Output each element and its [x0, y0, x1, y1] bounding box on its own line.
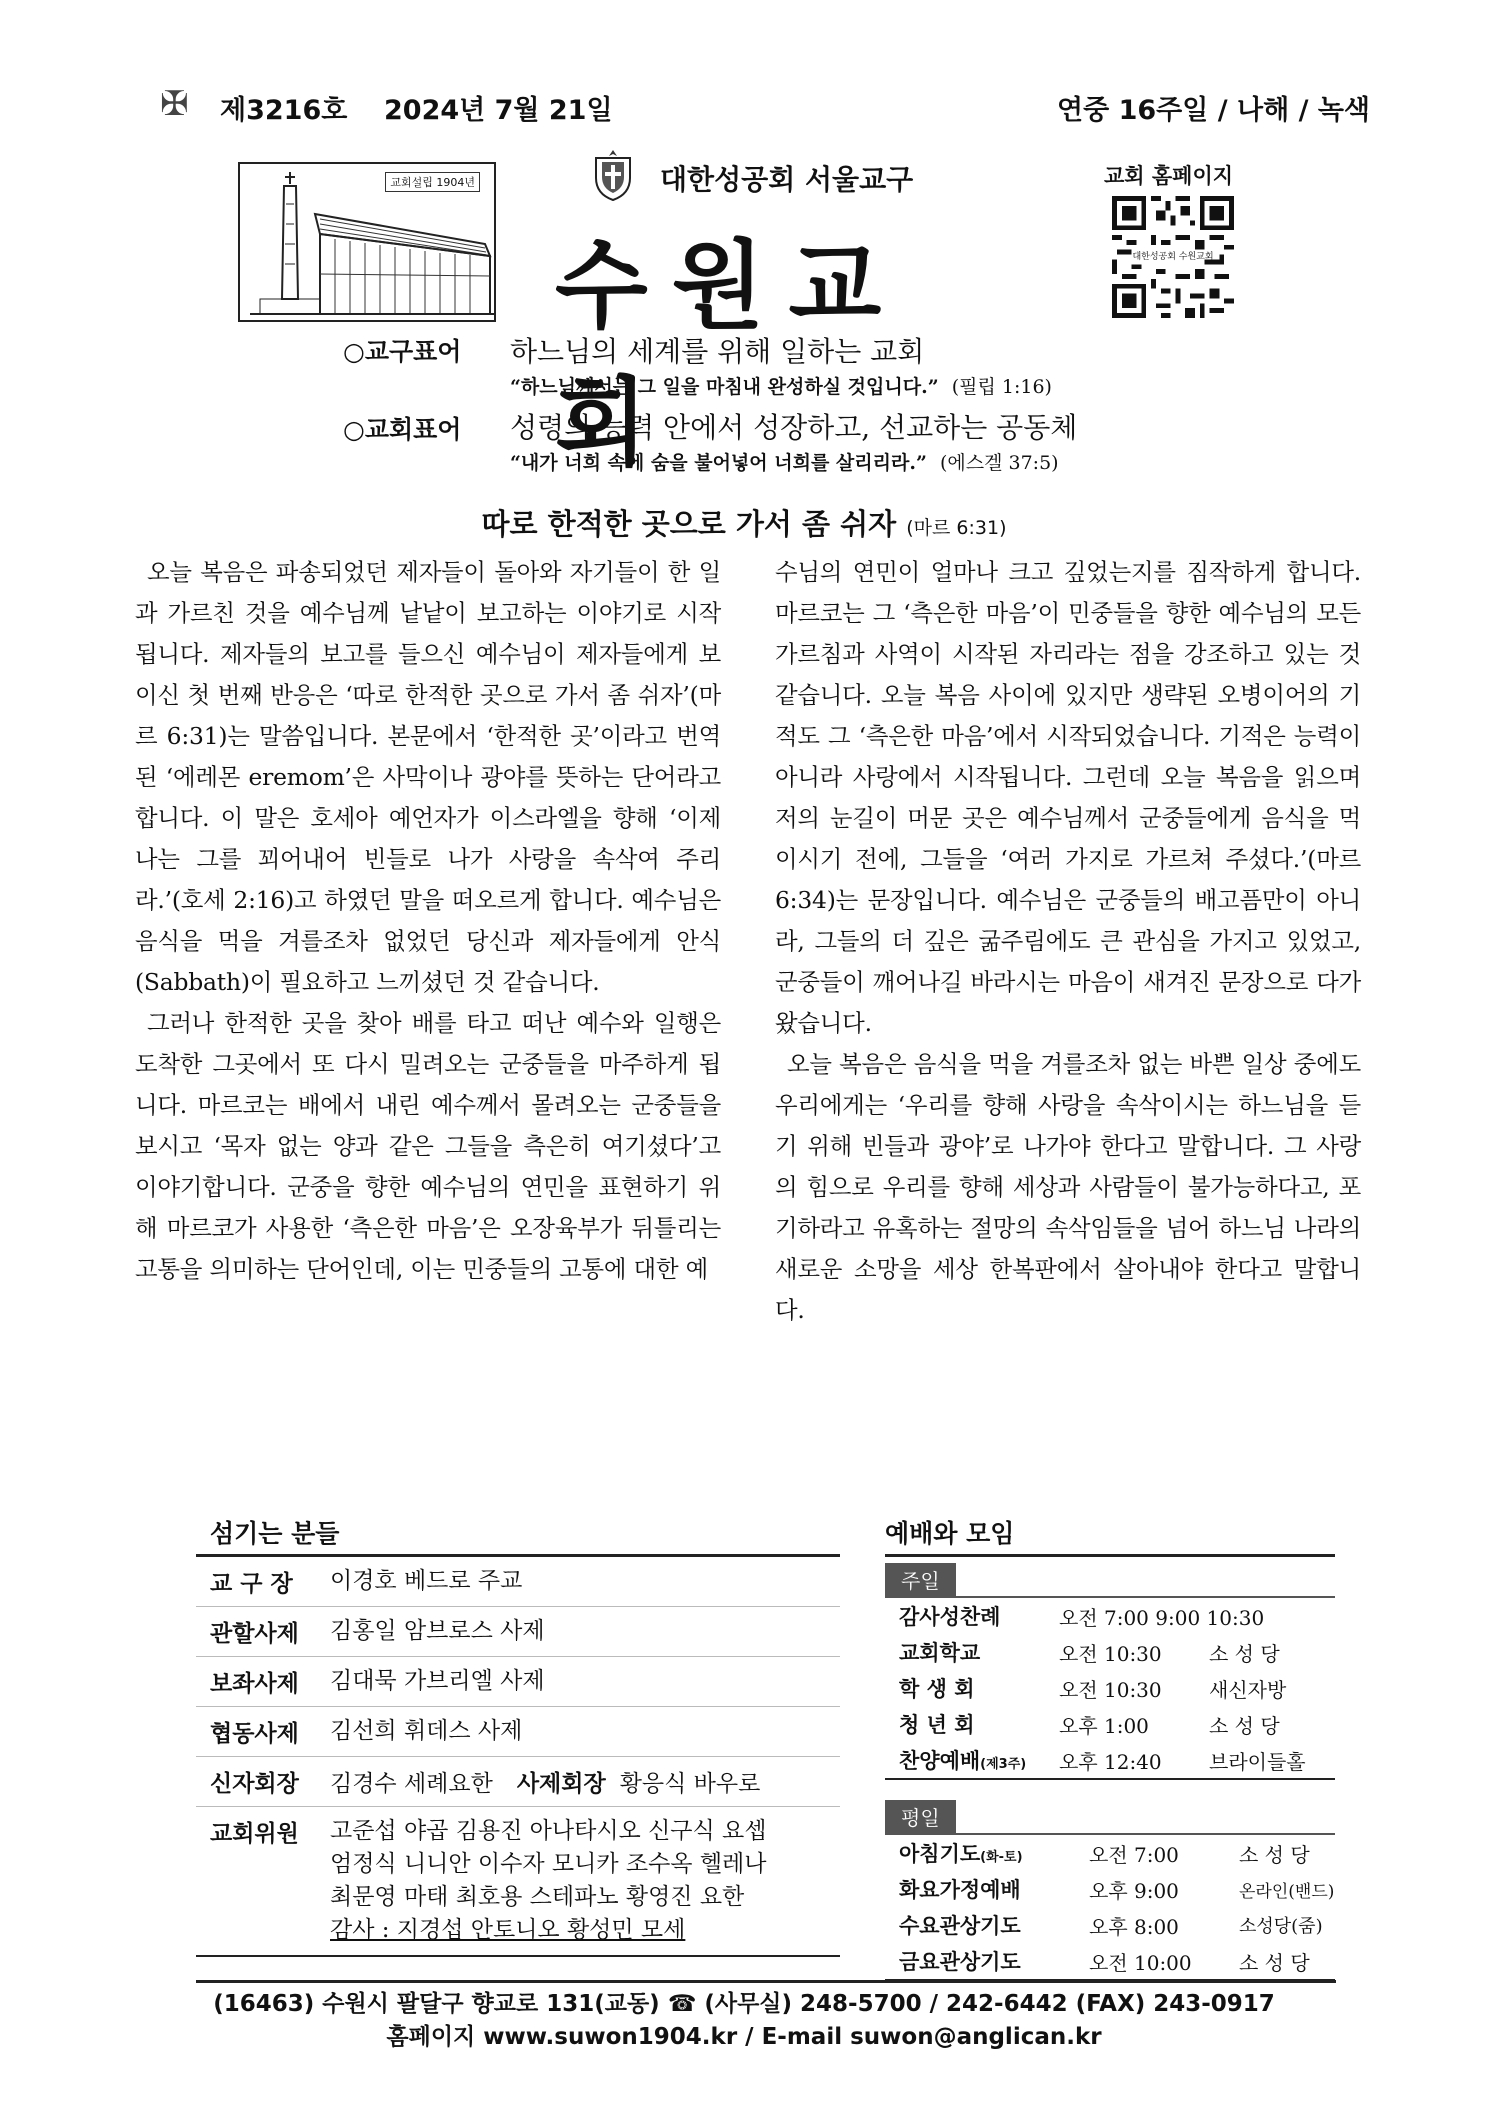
servant-row: 관할사제 김홍일 암브로스 사제: [196, 1607, 840, 1657]
church-motto-text: 성령의 능력 안에서 성장하고, 선교하는 공동체: [510, 411, 1078, 444]
footer-contact[interactable]: 홈페이지 www.suwon1904.kr / E-mail suwon@anglican.kr: [386, 2024, 1102, 2050]
audit-line: 감사 : 지경섭 안토니오 황성민 모세: [330, 1917, 686, 1943]
church-illustration: [238, 162, 496, 322]
servant-row: 협동사제 김선희 휘데스 사제: [196, 1707, 840, 1757]
worship-section: [885, 1514, 1335, 1981]
weekday-box: [885, 1794, 1335, 1981]
schedule-row: 찬양예배(제3주) 오후 12:40 브라이들홀: [899, 1749, 1306, 1774]
church-motto-label: ○교회표어: [343, 415, 462, 444]
cross-icon: ✠: [160, 84, 189, 124]
diocese-motto-verse: “하느님께서는 그 일을 마침내 완성하실 것입니다.” (필립 1:16): [510, 376, 1052, 398]
established-label: 교회설립 1904년: [385, 172, 480, 192]
diocese-emblem-icon: [588, 148, 638, 202]
schedule-row: 학 생 회 오전 10:30 새신자방: [899, 1677, 1287, 1702]
article-title: 따로 한적한 곳으로 가서 좀 쉬자 (마르 6:31): [481, 507, 1007, 541]
homepage-label: 교회 홈페이지: [1104, 164, 1234, 188]
header-line: [160, 84, 1370, 128]
servant-row: 교 구 장 이경호 베드로 주교: [196, 1557, 840, 1607]
diocese-name: 대한성공회 서울교구: [660, 163, 914, 196]
schedule-row: 교회학교 오전 10:30 소 성 당: [899, 1641, 1280, 1666]
schedule-row: 청 년 회 오후 1:00 소 성 당: [899, 1713, 1280, 1738]
issue-number: 제3216호: [220, 95, 348, 126]
qr-caption: 대한성공회 수원교회: [1132, 252, 1214, 262]
servant-row: 보좌사제 김대묵 가브리엘 사제: [196, 1657, 840, 1707]
schedule-row: 아침기도(화-토) 오전 7:00 소 성 당: [899, 1842, 1310, 1867]
article-column-left: [135, 552, 721, 1290]
article-column-right: [775, 552, 1361, 1331]
warden-row: 신자회장 김경수 세례요한 사제회장 황응식 바우로: [196, 1757, 840, 1807]
servants-section: [196, 1514, 840, 1957]
qr-code-icon[interactable]: [1112, 196, 1234, 318]
worship-title: 예배와 모임: [885, 1519, 1015, 1548]
church-title: 수원교회: [555, 229, 906, 479]
footer-address: (16463) 수원시 팔달구 향교로 131(교동) ☎ (사무실) 248-5700 / 242-6442 (FAX) 243-0917: [213, 1991, 1275, 2017]
weekday-tab: 평일: [885, 1800, 956, 1833]
church-motto-verse: “내가 너희 속에 숨을 불어넣어 너희를 살리리라.” (에스겔 37:5): [510, 452, 1059, 474]
sunday-box: [885, 1557, 1335, 1780]
schedule-row: 수요관상기도 오후 8:00 소성당(줌): [899, 1914, 1323, 1939]
article-paragraph: 오늘 복음은 파송되었던 제자들이 돌아와 자기들이 한 일과 가르친 것을 예수님께 낱낱이 보고하는 이야기로 시작됩니다. 제자들의 보고를 들으신 예수님이 제자들에게 보이신 첫 번째 반응은 ‘따로 한적한 곳으로 가서 좀 쉬자’(마르 6:31)는 말씀입니다. 본문에서 ‘한적한 곳’이라고 번역된 ‘에레몬 eremom’은 사막이나 광야를 뜻하는 단어라고 합니다. 이 말은 호세아 예언자가 이스라엘을 향해 ‘이제 나는 그를 꾀어내어 빈들로 나가 사랑을 속삭여 주리라.’(호세 2:16)고 하였던 말을 떠오르게 합니다. 예수님은 음식을 먹을 겨를조차 없었던 당신과 제자들에게 안식(Sabbath)이 필요하고 느끼셨던 것 같습니다.: [135, 558, 721, 996]
servants-title: 섬기는 분들: [210, 1519, 340, 1548]
diocese-motto-label: ○교구표어: [343, 337, 462, 366]
article-paragraph: 수님의 연민이 얼마나 크고 깊었는지를 짐작하게 합니다. 마르코는 그 ‘측은한 마음’이 민중들을 향한 예수님의 모든 가르침과 사역이 시작된 자리라는 점을 강조하고 있는 것 같습니다. 오늘 복음 사이에 있지만 생략된 오병이어의 기적도 그 ‘측은한 마음’에서 시작되었습니다. 기적은 능력이 아니라 사랑에서 시작됩니다. 그런데 오늘 복음을 읽으며 저의 눈길이 머문 곳은 예수님께서 군중들에게 음식을 먹이시기 전에, 그들을 ‘여러 가지로 가르쳐 주셨다.’(마르 6:34)는 문장입니다. 예수님은 군중들의 배고픔만이 아니라, 그들의 더 깊은 굶주림에도 큰 관심을 가지고 있었고, 군중들이 깨어나길 바라시는 마음이 새겨진 문장으로 다가왔습니다.: [775, 558, 1361, 1037]
article-paragraph: 그러나 한적한 곳을 찾아 배를 타고 떠난 예수와 일행은 도착한 그곳에서 또 다시 밀려오는 군중들을 마주하게 됩니다. 마르코는 배에서 내린 예수께서 몰려오는 군중들을 보시고 ‘목자 없는 양과 같은 그들을 측은히 여기셨다’고 이야기합니다. 군중을 향한 예수님의 연민을 표현하기 위해 마르코가 사용한 ‘측은한 마음’은 오장육부가 뒤틀리는 고통을 의미하는 단어인데, 이는 민중들의 고통에 대한 예: [135, 1009, 721, 1283]
council-row: 교회위원 고준섭 야곱 김용진 아나타시오 신구식 요셉 엄정식 니니안 이수자 모니카 조수옥 헬레나 최문영 마태 최호용 스테파노 황영진 요한 감사 : 지경섭 안토니오 황성민 모세: [196, 1807, 840, 1957]
article-ref: (마르 6:31): [906, 517, 1007, 539]
schedule-row: 금요관상기도 오전 10:00 소 성 당: [899, 1950, 1310, 1975]
issue-date: 2024년 7월 21일: [384, 95, 613, 126]
schedule-row: 화요가정예배 오후 9:00 온라인(밴드): [899, 1878, 1335, 1903]
liturgical-season: 연중 16주일 / 나해 / 녹색: [1057, 95, 1370, 126]
article-paragraph: 오늘 복음은 음식을 먹을 겨를조차 없는 바쁜 일상 중에도 우리에게는 ‘우리를 향해 사랑을 속삭이시는 하느님을 듣기 위해 빈들과 광야’로 나가야 한다고 말합니다. 그 사랑의 힘으로 우리를 향해 세상과 사람들이 불가능하다고, 포기하라고 유혹하는 절망의 속삭임들을 넘어 하느님 나라의 새로운 소망을 세상 한복판에서 살아내야 한다고 말합니다.: [775, 1050, 1361, 1324]
footer: [0, 1988, 1488, 2054]
schedule-row: 감사성찬례 오전 7:00 9:00 10:30: [899, 1605, 1265, 1630]
footer-divider: [196, 1980, 1336, 1983]
sunday-tab: 주일: [885, 1563, 956, 1596]
diocese-motto-text: 하느님의 세계를 위해 일하는 교회: [510, 335, 925, 368]
